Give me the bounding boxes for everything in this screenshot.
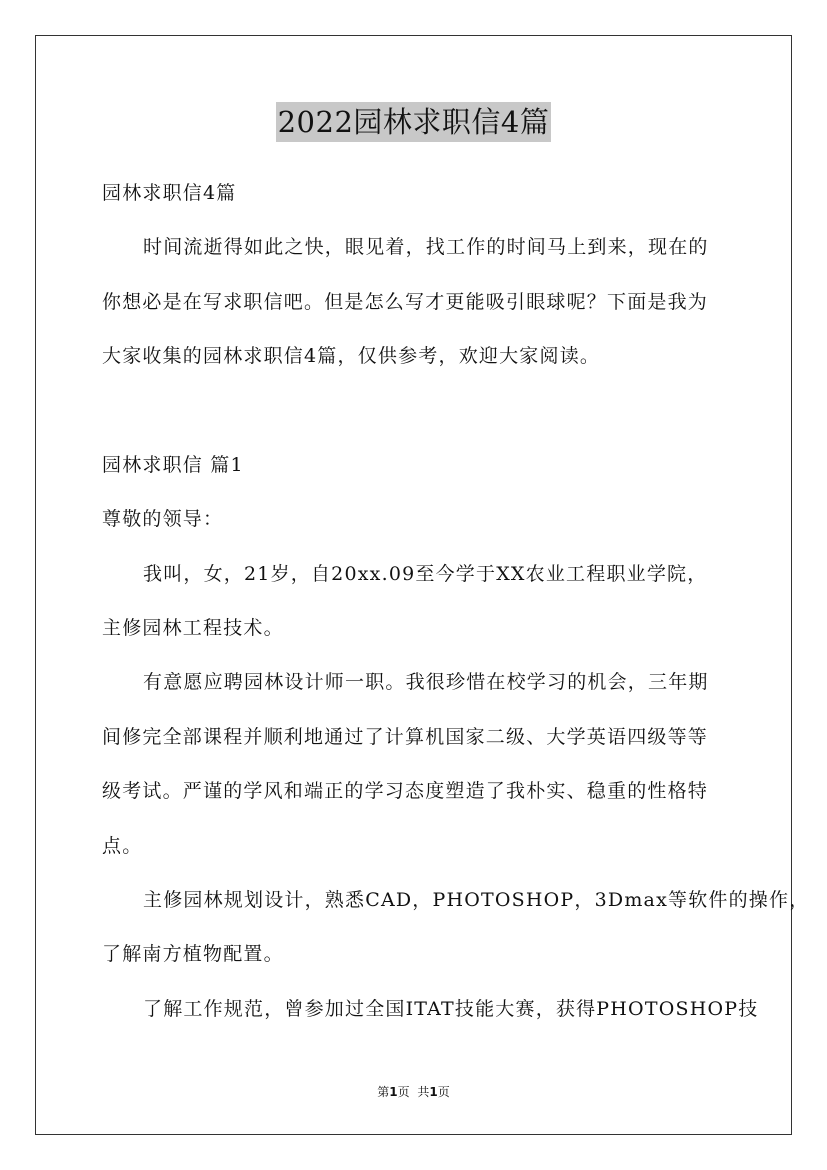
page-prefix: 第 [377,1085,390,1099]
section-heading: 园林求职信 篇1 [102,454,244,476]
page-suffix: 页 [397,1085,410,1099]
total-suffix: 页 [437,1085,450,1099]
page-footer [0,1084,827,1100]
intro-line-3: 大家收集的园林求职信4篇，仅供参考，欢迎大家阅读。 [102,345,601,367]
body-line-6: 点。 [102,835,143,857]
salutation: 尊敬的领导： [102,508,224,530]
body-line-1: 我叫，女，21岁，自20xx.09至今学于XX农业工程职业学院， [143,563,708,585]
body-line-7: 主修园林规划设计，熟悉CAD，PHOTOSHOP，3Dmax等软件的操作， [143,889,810,911]
subtitle-line: 园林求职信4篇 [102,182,237,204]
body-line-3: 有意愿应聘园林设计师一职。我很珍惜在校学习的机会，三年期 [143,671,709,693]
page-total: 1 [429,1085,438,1099]
body-line-8: 了解南方植物配置。 [102,943,284,965]
body-line-5: 级考试。严谨的学风和端正的学习态度塑造了我朴实、稳重的性格特 [102,780,709,802]
intro-line-1: 时间流逝得如此之快，眼见着，找工作的时间马上到来，现在的 [143,236,709,258]
body-line-2: 主修园林工程技术。 [102,617,284,639]
document-title: 2022园林求职信4篇 [276,102,552,142]
intro-line-2: 你想必是在写求职信吧。但是怎么写才更能吸引眼球呢？下面是我为 [102,291,709,313]
body-line-4: 间修完全部课程并顺利地通过了计算机国家二级、大学英语四级等等 [102,726,709,748]
total-prefix: 共 [417,1085,430,1099]
body-line-9: 了解工作规范，曾参加过全国ITAT技能大赛，获得PHOTOSHOP技 [143,998,759,1020]
page-current: 1 [389,1085,398,1099]
title-container [0,102,827,142]
